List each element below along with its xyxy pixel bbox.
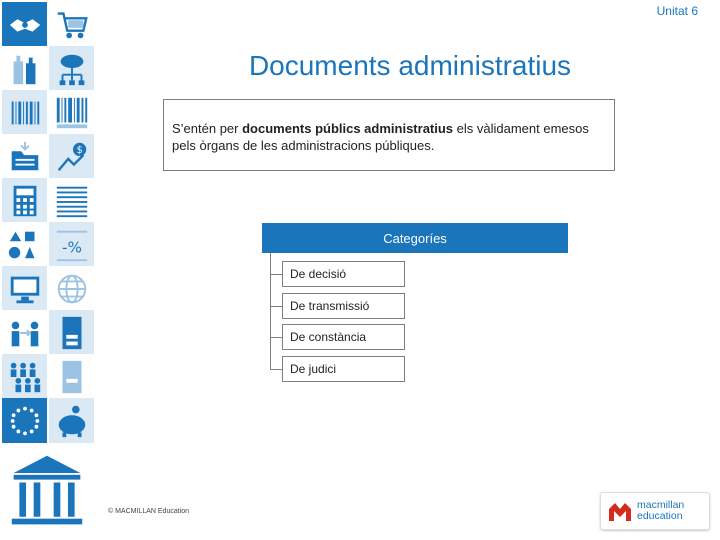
handshake-icon [2,2,47,47]
eu-stars-icon [2,398,47,443]
tree-branch [270,337,282,338]
macmillan-logo-mark-icon [607,499,633,523]
monitor-icon [2,266,47,311]
piggy-bank-icon [49,398,94,443]
unit-label: Unitat 6 [656,4,698,18]
bottles-icon [2,46,47,91]
category-item-decisio: De decisió [282,261,405,287]
svg-text:-%: -% [61,238,82,257]
binder-icon [49,310,94,355]
percent-icon [49,222,94,267]
tree-connector [270,253,271,369]
svg-text:$: $ [76,144,83,156]
definition-prefix: S’entén per [172,121,243,136]
bank-building-icon [2,450,92,534]
definition-term: documents públics administratius [242,121,454,136]
people-exchange-icon [2,310,47,355]
shapes-icon [2,222,47,267]
category-item-judici: De judici [282,356,405,382]
category-item-constancia: De constància [282,324,405,350]
logo-wordmark [637,500,684,522]
logo-line-1: macmillan [637,499,685,511]
globe-icon [49,266,94,311]
shopping-cart-icon [49,2,94,47]
calculator-icon [2,178,47,223]
finance-arrows-icon [49,134,94,179]
barcode-icon [2,90,47,135]
macmillan-logo [600,492,710,530]
definition-box [163,99,615,171]
category-item-transmissio: De transmissió [282,293,405,319]
sidebar-icon-column [0,0,95,540]
folder-files-icon [2,134,47,179]
document-lines-icon [49,178,94,223]
binder-icon [49,354,94,399]
cloud-network-icon [49,46,94,91]
tree-branch [270,306,282,307]
categories-header: Categoríes [262,223,568,253]
page-title: Documents administratius [248,50,572,81]
logo-line-2: education [637,510,683,522]
tree-branch [270,274,282,275]
copyright-text: © MACMILLAN Education [108,508,190,515]
barcode-label-icon [49,90,94,135]
definition-suffix: els vàlidament emesos pels òrgans de les administracions públiques. [172,121,589,153]
crowd-icon [2,354,47,399]
tree-branch [270,369,282,370]
